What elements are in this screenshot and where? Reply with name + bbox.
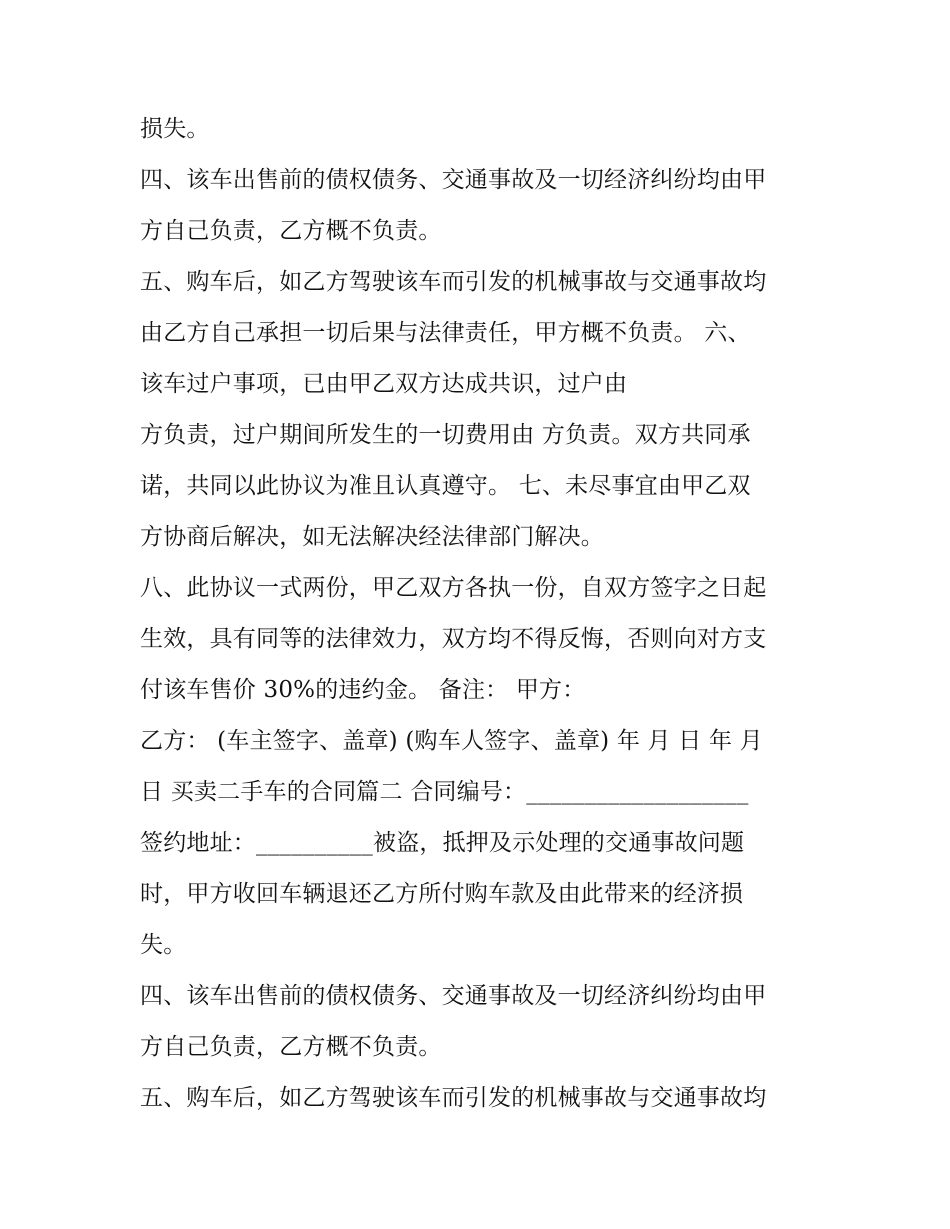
text-line: 签约地址：__________被盗，抵押及示处理的交通事故问题 (140, 830, 745, 856)
text-line: 日 买卖二手车的合同篇二 合同编号：___________________ (140, 779, 749, 805)
text-line: 由乙方自己承担一切后果与法律责任，甲方概不负责。 六、 (140, 320, 751, 346)
text-line: 乙方： (车主签字、盖章) (购车人签字、盖章) 年 月 日 年 月 (140, 728, 763, 754)
document-body (140, 104, 820, 1124)
text-line: 四、该车出售前的债权债务、交通事故及一切经济纠纷均由甲 (140, 983, 767, 1009)
text-line: 损失。 (140, 116, 210, 142)
text-line: 四、该车出售前的债权债务、交通事故及一切经济纠纷均由甲 (140, 167, 767, 193)
text-line: 生效，具有同等的法律效力，双方均不得反悔，否则向对方支 (140, 626, 767, 652)
text-line: 方协商后解决，如无法解决经法律部门解决。 (140, 524, 604, 550)
text-line: 八、此协议一式两份，甲乙双方各执一份，自双方签字之日起 (140, 575, 767, 601)
text-line: 失。 (140, 932, 187, 958)
text-line: 方自己负责，乙方概不负责。 (140, 218, 442, 244)
text-line: 该车过户事项，已由甲乙双方达成共识，过户由 (140, 371, 628, 397)
text-line: 五、购车后，如乙方驾驶该车而引发的机械事故与交通事故均 (140, 269, 767, 295)
text-line: 时，甲方收回车辆退还乙方所付购车款及由此带来的经济损 (140, 881, 744, 907)
text-line: 方自己负责，乙方概不负责。 (140, 1034, 442, 1060)
text-line: 付该车售价 30%的违约金。 备注： 甲方： (140, 677, 586, 703)
text-line: 诺，共同以此协议为准且认真遵守。 七、未尽事宜由甲乙双 (140, 473, 751, 499)
text-line: 方负责，过户期间所发生的一切费用由 方负责。双方共同承 (140, 422, 751, 448)
text-line: 五、购车后，如乙方驾驶该车而引发的机械事故与交通事故均 (140, 1085, 767, 1111)
